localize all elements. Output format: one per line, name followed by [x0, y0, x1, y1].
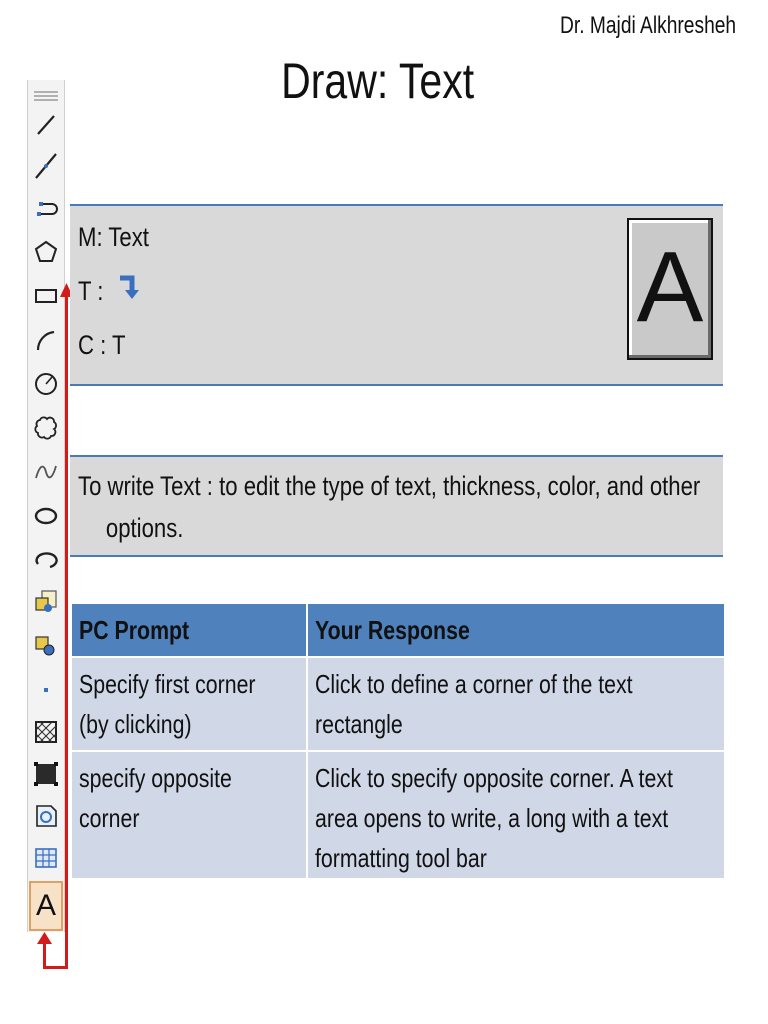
- description-box: [70, 455, 723, 557]
- arc-icon[interactable]: [32, 326, 60, 354]
- toolbar-grip-icon[interactable]: [32, 82, 60, 96]
- command-shortcut: C : T: [78, 330, 126, 360]
- table-cell: Click to specify opposite corner. A text area opens to write, a long with a text formatting tool bar: [307, 751, 725, 879]
- make-block-icon[interactable]: [32, 632, 60, 660]
- connector-line: [43, 942, 46, 969]
- bent-arrow-icon: [118, 272, 140, 300]
- menu-path: M: Text: [78, 222, 149, 252]
- table-header-cell: PC Prompt: [71, 603, 307, 657]
- table-cell: specify opposite corner: [71, 751, 307, 879]
- table-header-cell: Your Response: [307, 603, 725, 657]
- description-line-1: To write Text : to edit the type of text, thickness, color, and other: [78, 471, 701, 501]
- polyline-icon[interactable]: [32, 194, 60, 222]
- hatch-icon[interactable]: [32, 718, 60, 746]
- rectangle-icon[interactable]: [32, 282, 60, 310]
- prompt-response-table: [70, 602, 726, 880]
- author-name: Dr. Majdi Alkhresheh: [559, 12, 736, 39]
- table-row: [71, 657, 725, 751]
- table-icon[interactable]: [32, 844, 60, 872]
- text-tool-button[interactable]: A: [29, 881, 63, 931]
- draw-toolbar: [27, 80, 65, 932]
- table-cell: Click to define a corner of the text rectangle: [307, 657, 725, 751]
- slide-title: Draw: Text: [281, 53, 475, 109]
- ellipse-icon[interactable]: [32, 502, 60, 530]
- connector-line: [65, 296, 68, 969]
- table-row: [71, 751, 725, 879]
- description-text: [78, 465, 718, 549]
- connector-line: [43, 966, 68, 969]
- toolbar-path: T :: [78, 276, 104, 306]
- description-line-2: options.: [105, 513, 184, 543]
- point-icon[interactable]: [32, 676, 60, 704]
- line-icon[interactable]: [32, 110, 60, 138]
- revision-cloud-icon[interactable]: [32, 414, 60, 442]
- insert-block-icon[interactable]: [32, 588, 60, 616]
- command-info-box: [70, 204, 723, 386]
- circle-icon[interactable]: [32, 370, 60, 398]
- gradient-icon[interactable]: [32, 760, 60, 788]
- ellipse-arc-icon[interactable]: [32, 546, 60, 574]
- text-tool-large-icon: A: [627, 218, 713, 360]
- connector-arrowhead-up-icon: [37, 932, 52, 944]
- region-icon[interactable]: [32, 802, 60, 830]
- polygon-icon[interactable]: [32, 238, 60, 266]
- construction-line-icon[interactable]: [32, 152, 60, 180]
- spline-icon[interactable]: [32, 458, 60, 486]
- table-cell: Specify first corner (by clicking): [71, 657, 307, 751]
